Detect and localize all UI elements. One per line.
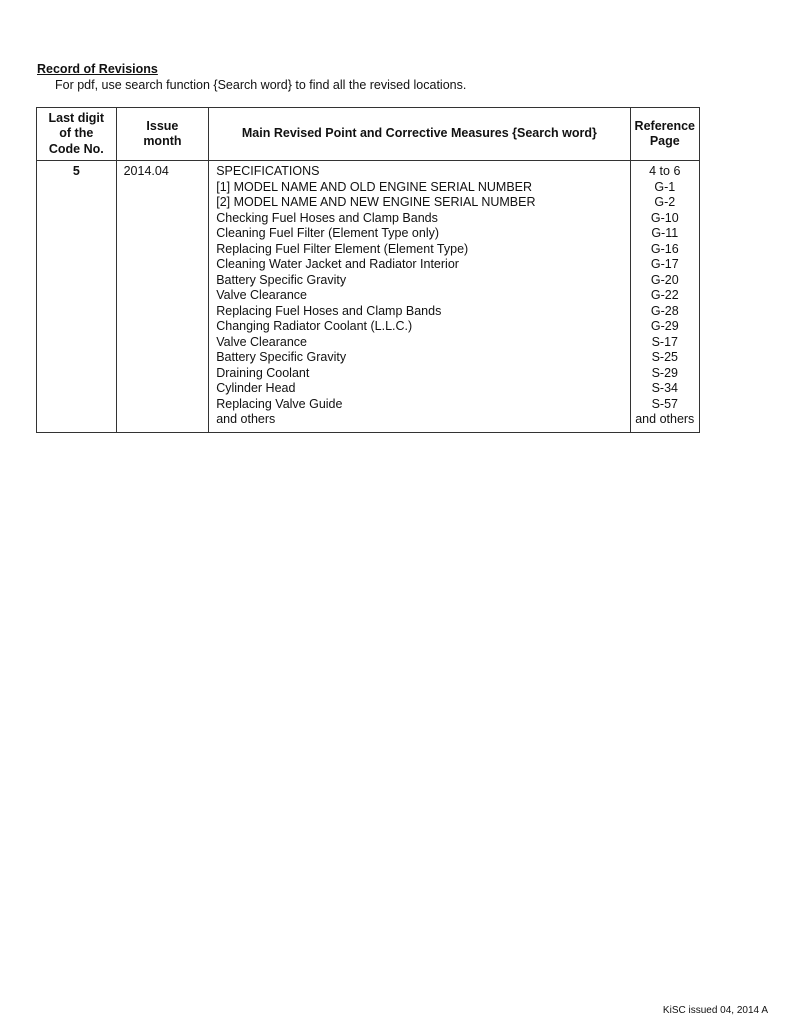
search-instruction: For pdf, use search function {Search word} to find all the revised locations.	[55, 78, 467, 92]
reference-page-item: G-2	[654, 195, 676, 209]
reference-page-item: G-20	[650, 272, 679, 287]
revised-point-item: [1] MODEL NAME AND OLD ENGINE SERIAL NUMBER	[216, 179, 533, 194]
revised-point-item: Battery Specific Gravity	[216, 350, 347, 364]
revised-point-item: Replacing Fuel Filter Element (Element Type)	[216, 241, 469, 256]
last-digit-cell: 5	[37, 161, 117, 433]
reference-page-item: G-29	[650, 319, 679, 333]
revised-points-cell	[209, 161, 630, 433]
footer-issue-note: KiSC issued 04, 2014 A	[662, 1005, 768, 1016]
reference-page-item: S-29	[651, 365, 678, 380]
revised-point-item: Checking Fuel Hoses and Clamp Bands	[216, 210, 438, 225]
reference-pages-cell	[630, 161, 699, 433]
reference-page-item: S-25	[651, 350, 678, 364]
revised-point-item: Valve Clearance	[216, 288, 308, 302]
header-reference-page: Reference Page	[630, 108, 699, 161]
reference-page-item: G-22	[650, 288, 679, 302]
revised-point-item: [2] MODEL NAME AND NEW ENGINE SERIAL NUMBER	[216, 195, 536, 209]
revised-point-item: Draining Coolant	[216, 365, 310, 380]
revised-point-item: SPECIFICATIONS	[216, 164, 320, 178]
header-issue-month: Issue month	[116, 108, 209, 161]
table-row	[37, 161, 700, 433]
revised-point-item: Battery Specific Gravity	[216, 272, 347, 287]
reference-page-item: 4 to 6	[649, 164, 681, 178]
revised-point-item: Replacing Fuel Hoses and Clamp Bands	[216, 303, 442, 318]
reference-page-item: G-11	[651, 226, 679, 240]
reference-page-item: G-10	[650, 210, 679, 225]
reference-page-item: S-17	[651, 334, 678, 349]
revised-point-item: Changing Radiator Coolant (L.L.C.)	[216, 319, 413, 333]
reference-page-item: S-57	[651, 396, 678, 411]
header-last-digit: Last digit of the Code No.	[37, 108, 117, 161]
table-header-row	[37, 108, 700, 161]
reference-page-item: G-16	[650, 241, 679, 256]
revised-point-item: Cleaning Water Jacket and Radiator Interior	[216, 257, 459, 271]
reference-page-item: G-1	[654, 179, 676, 194]
revised-point-item: and others	[216, 412, 276, 426]
page-title: Record of Revisions	[37, 62, 158, 76]
revised-point-item: Cylinder Head	[216, 381, 296, 395]
reference-page-item: S-34	[651, 381, 678, 395]
reference-page-item: G-17	[650, 257, 679, 271]
revised-point-item: Replacing Valve Guide	[216, 396, 343, 411]
issue-month-cell: 2014.04	[116, 161, 209, 433]
revised-point-item: Cleaning Fuel Filter (Element Type only)	[216, 226, 440, 240]
revisions-table	[36, 107, 700, 433]
revised-point-item: Valve Clearance	[216, 334, 308, 349]
header-main-revised-point: Main Revised Point and Corrective Measures {Search word}	[209, 108, 630, 161]
reference-page-item: and others	[635, 412, 695, 426]
reference-page-item: G-28	[650, 303, 679, 318]
